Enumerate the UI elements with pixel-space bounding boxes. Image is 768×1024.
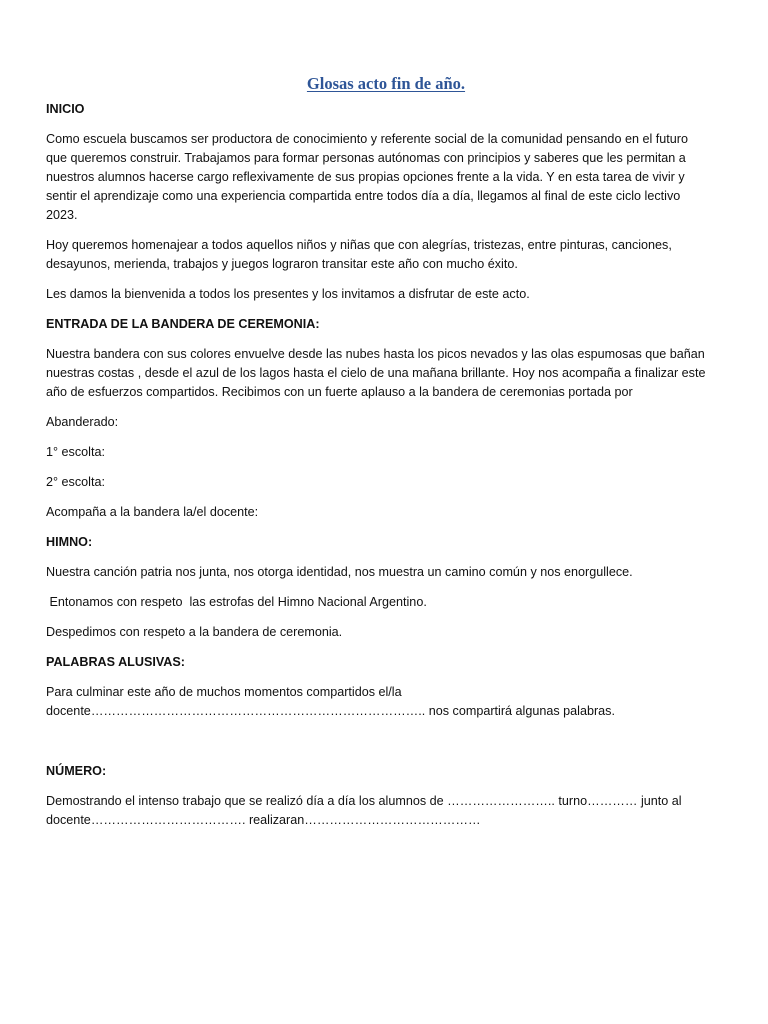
- text-line: docente…………………………………………………………………….. nos compartirá algunas palabras.: [46, 704, 615, 718]
- text-line: sentir el aprendizaje como una experiencia compartida entre todos día a día, llegamos al final de este ciclo lectivo: [46, 189, 681, 203]
- text-line: Como escuela buscamos ser productora de conocimiento y referente social de la comunidad pensando en el futuro: [46, 132, 688, 146]
- paragraph-himno-2: Entonamos con respeto las estrofas del Himno Nacional Argentino.: [46, 595, 427, 609]
- text-line: 2023.: [46, 208, 78, 222]
- text-line: Nuestra bandera con sus colores envuelve desde las nubes hasta los picos nevados y las olas espumosas que bañan: [46, 347, 705, 361]
- text-line: nuestros alumnos hacerse cargo reflexivamente de sus propias opciones frente a la vida. Y en esta tarea de vivir y: [46, 170, 685, 184]
- paragraph-himno-1: Nuestra canción patria nos junta, nos otorga identidad, nos muestra un camino común y nos enorgullece.: [46, 565, 633, 579]
- section-heading-numero: NÚMERO:: [46, 764, 107, 778]
- document-page: [46, 74, 726, 841]
- paragraph-himno-3: Despedimos con respeto a la bandera de ceremonia.: [46, 625, 343, 639]
- paragraph-numero-1: [46, 792, 726, 830]
- escolta-1-line: 1° escolta:: [46, 445, 105, 459]
- text-line: Hoy queremos homenajear a todos aquellos niños y niñas que con alegrías, tristezas, entre pinturas, canciones,: [46, 238, 672, 252]
- section-heading-bandera: ENTRADA DE LA BANDERA DE CEREMONIA:: [46, 317, 320, 331]
- text-line: desayunos, merienda, trabajos y juegos lograron transitar este año con mucho éxito.: [46, 257, 518, 271]
- paragraph-inicio-1: [46, 130, 726, 225]
- paragraph-inicio-3: Les damos la bienvenida a todos los presentes y los invitamos a disfrutar de este acto.: [46, 287, 530, 301]
- document-title: Glosas acto fin de año.: [306, 74, 466, 93]
- text-line: que queremos construir. Trabajamos para formar personas autónomas con principios y saberes que les permitan a: [46, 151, 686, 165]
- section-heading-himno: HIMNO:: [46, 535, 93, 549]
- escolta-2-line: 2° escolta:: [46, 475, 105, 489]
- paragraph-bandera-1: [46, 345, 726, 402]
- text-line: docente………………………………. realizaran……………………………………: [46, 813, 481, 827]
- section-heading-palabras: PALABRAS ALUSIVAS:: [46, 655, 185, 669]
- text-line: Demostrando el intenso trabajo que se realizó día a día los alumnos de …………………….. turno………… junto al: [46, 794, 682, 808]
- paragraph-inicio-2: [46, 236, 726, 274]
- blank-space: [46, 732, 726, 762]
- text-line: nuestras costas , desde el azul de los lagos hasta el cielo de una mañana brillante. Hoy nos acompaña a finalizar este: [46, 366, 706, 380]
- section-heading-inicio: INICIO: [46, 102, 85, 116]
- text-line: Para culminar este año de muchos momentos compartidos el/la: [46, 685, 402, 699]
- abanderado-line: Abanderado:: [46, 415, 119, 429]
- acompana-docente-line: Acompaña a la bandera la/el docente:: [46, 505, 259, 519]
- text-line: año de esfuerzos compartidos. Recibimos con un fuerte aplauso a la bandera de ceremonias portada por: [46, 385, 633, 399]
- paragraph-palabras-1: [46, 683, 726, 721]
